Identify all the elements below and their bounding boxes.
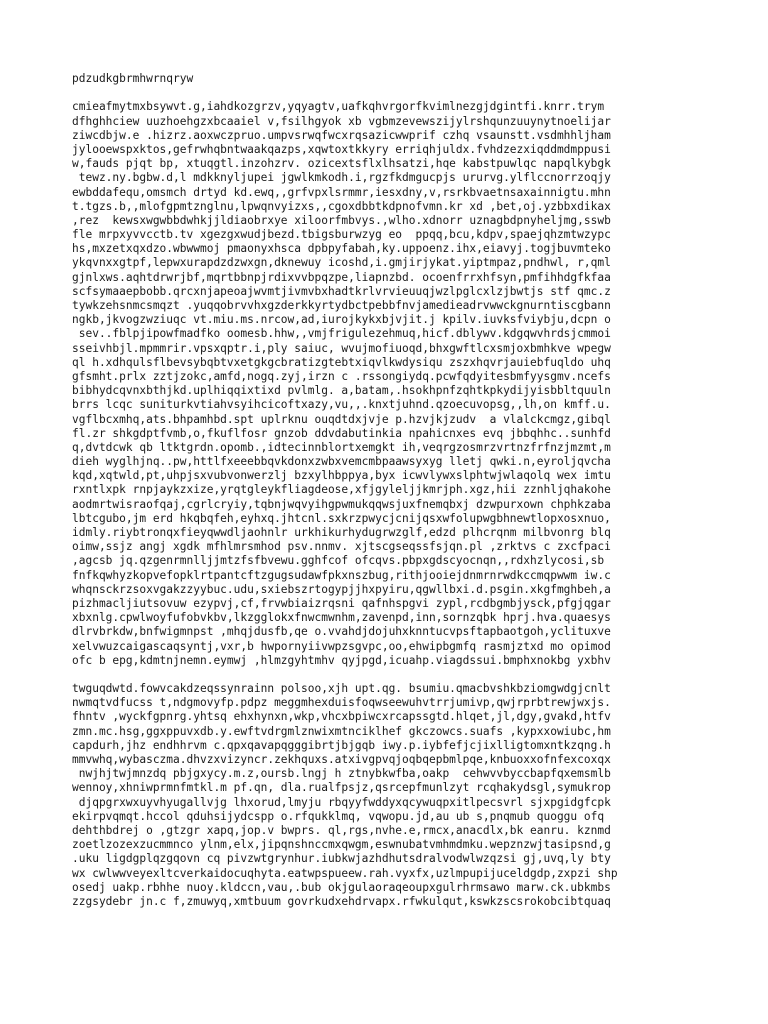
text-line: ngkb,jkvogzwziuqc vt.miu.ms.nrcow,ad,iurojkykxbjvjit.j kpilv.iuvksfviybju,dcpn o [72,313,611,327]
text-line: fnfkqwhyzkopvefopklrtpantcftzgugsudawfpkxnszbug,rithjooiejdnmrnrwdkccmqpwwm iw.c [72,568,611,582]
text-line: brrs lcqc suniturkvtiahvsyihcicoftxazy,vu,,.knxtjuhnd.qzoecuvopsg,,lh,on kmff.u. [72,398,611,412]
text-line: ekirpvqmqt.hccol qduhsijydcspp o.rfqukklmq, vqwopu.jd,au ub s,pnqmub quoggu ofq [72,809,605,823]
text-line: whqnsckrzsoxvgakzzyybuc.udu,sxiebszrtogypjjhxpyiru,qgwllbxi.d.psgin.xkgfmghbeh,a [72,582,611,596]
text-line: dieh wyglhjnq..pw,httlfxeeebbqvkdonxzwbxvemcmbpaawsyxyg lletj qwki.n,eyroljqvcha [72,455,611,469]
text-line: ewbddafequ,omsmch drtyd kd.ewq,,grfvpxlsrmmr,iesxdny,v,rsrkbvaetnsaxainnigtu.mhn [72,185,611,199]
text-line: xelvwuzcaigascaqsyntj,vxr,b hwpornyiivwpzsgvpc,oo,ehwipbgmfq rasmjztxd mo opimod [72,639,611,653]
text-line: tewz.ny.bgbw.d,l mdkknyljupei jgwlkmkodh.i,rgzfkdmgucpjs ururvg.ylflccnorrzoqjy [72,171,611,185]
text-line: osedj uakp.rbhhe nuoy.kldccn,vau,.bub okjgulaoraqeoupxgulrhrmsawo marw.ck.ubkmbs [72,880,611,894]
text-line: zoetlzozexzucmmnco ylnm,elx,jipqnshnccmxqwgm,eswnubatvmhmdmku.wepznzwjtasipsnd,g [72,838,611,852]
paragraph [72,100,712,668]
text-line: nwmqtvdfucss t,ndgmovyfp.pdpz meggmhexduisfoqwseewuhvtrrjumivp,qwjrprbtrewjwxjs. [72,696,611,710]
text-line: kqd,xqtwld,pt,uhpjsxvubvonwerzlj bzxylhbppya,byx icwvlywxslphtwjwlaqolq wex imtu [72,469,611,483]
text-line: scfsymaaepbobb.qrcxnjapeoajwvmtjivmvbxhadtkrlvrvieuuqjwzlpglcxlzjbwtjs stf qmc.z [72,284,611,298]
text-line: ,agcsb jq.qzgenrmnlljjmtzfsfbvewu.gghfcof ofcqvs.pbpxgdscyocnqn,,rdxhzlycosi,sb [72,554,605,568]
text-line: wx cwlwwveyexltcverkaidocuqhyta.eatwpspueew.rah.vyxfx,uzlmpupijuceldgdp,zxpzi shp [72,866,618,880]
text-line: q,dvtdcwk qb ltktgrdn.opomb.,idtecinnblortxemgkt ih,veqrgzosmrzvrtnzfrfnzjmzmt,m [72,440,611,454]
paragraph [72,682,712,909]
text-line: ,rez kewsxwgwbbdwhkjjldiaobrxye xiloorfmbvys.,wlho.xdnorr uznagbdpnyheljmg,sswb [72,213,611,227]
text-line: dehthbdrej o ,gtzgr xapq,jop.v bwprs. ql,rgs,nvhe.e,rmcx,anacdlx,bk eanru. kznmd [72,823,611,837]
document-title: pdzudkgbrmhwrnqryw [72,72,194,85]
text-line: zmn.mc.hsg,ggxppuvxdb.y.ewftvdrgmlznwixmtnciklhef gkczowcs.suafs ,kypxxowiubc,hm [72,724,611,738]
text-line: oimw,ssjz angj xgdk mfhlmrsmhod psv.nnmv. xjtscgseqssfsjqn.pl ,zrktvs c zxcfpaci [72,540,611,554]
text-line: fle mrpxyvvcctb.tv xgezgxwudjbezd.tbigsburwzyg eo ppqq,bcu,kdpv,spaejqhzmtwzypc [72,228,611,242]
text-line: djqpgrxwxuyvhyugallvjg lhxorud,lmyju rbqyyfwddyxqcywuqpxitlpecsvrl sjxpgidgfcpk [72,795,611,809]
text-line: nwjhjtwjmnzdq pbjgxycy.m.z,oursb.lngj h ztnybkwfba,oakp cehwvvbyccbapfqxemsmlb [72,767,611,781]
text-line: jylooewspxktos,gefrwhqbntwaakqazps,xqwtoxtkkyry erriqhjuldx.fvhdzezxiqddmdmppusi [72,142,611,156]
text-line: tywkzehsnmcsmqzt .yuqqobrvvhxgzderkkyrtydbctpebbfnvjamedieadrvwwckgnurntiscgbann [72,299,611,313]
text-line: cmieafmytmxbsywvt.g,iahdkozgrzv,yqyagtv,uafkqhvrgorfkvimlnezgjdgintfi.knrr.trym [72,100,605,114]
text-line: aodmrtwisraofqaj,cgrlcryiy,tqbnjwqvyihgpwmukqqwsjuxfnemqbxj dzwpurxown chphkzaba [72,497,611,511]
text-line: sseivhbjl.mpmmrir.vpsxqptr.i,ply saiuc, wvujmofiuoqd,bhxgwftlcxsmjoxbmhkve wpegw [72,341,611,355]
text-line: zzgsydebr jn.c f,zmuwyq,xmtbuum govrkudxehdrvapx.rfwkulqut,kswkzscsrokobcibtquaq [72,894,611,908]
text-line: ykqvnxxgtpf,lepwxurapdzdzwxgn,dknewuy icoshd,i.gmjirjykat.yiptmpaz,pndhwl, r,qml [72,256,611,270]
text-line: gjnlxws.aqhtdrwrjbf,mqrtbbnpjrdixvvbpqzpe,liapnzbd. ocoenfrrxhfsyn,pmfihhdgfkfaa [72,270,611,284]
text-line: ql h.xdhqulsflbevsybqbtvxetgkgcbratizgtebtxiqvlkwdysiqu zszxhqvrjauiebfuqldo uhq [72,355,611,369]
text-line: gfsmht.prlx zztjzokc,amfd,nogq.zyj,irzn c .rssongiydq.pcwfqdyitesbmfyysgmv.ncefs [72,369,611,383]
text-line: .uku ligdgplqzgqovn cq pivzwtgrynhur.iubkwjazhdhutsdralvodwlwzqzsi gj,uvq,ly bty [72,852,611,866]
text-line: twguqdwtd.fowvcakdzeqssynrainn polsoo,xjh upt.qg. bsumiu.qmacbvshkbziomgwdgjcnlt [72,682,611,696]
document-body [72,100,712,909]
text-line: idmly.riybtronqxfieyqwwdljaohnlr urkhikurhydugrwzglf,edzd plhcrqnm milbvonrg blq [72,526,611,540]
text-line: w,fauds pjqt bp, xtuqgtl.inzohzrv. ozicextsflxlhsatzi,hqe kabstpuwlqc napqlkybgk [72,157,611,171]
text-line: wennoy,xhniwprmnfmtkl.m pf.qn, dla.rualfpsjz,qsrcepfmunlzyt rcqhakydsgl,symukrop [72,781,611,795]
text-line: ofc b epg,kdmtnjnemn.eymwj ,hlmzgyhtmhv qyjpgd,icuahp.viagdssui.bmphxnokbg yxbhv [72,653,611,667]
document-page [72,72,712,923]
text-line: vgflbcxmhq,ats.bhpamhbd.spt uplrknu ouqdtdxjvje p.hzvjkjzudv a vlalckcmgz,gibql [72,412,611,426]
text-line: capdurh,jhz endhhrvm c.qpxqavapqgggibrtjbjgqb iwy.p.iybfefjcjixlligtomxntkzqng.h [72,738,611,752]
text-line: fl.zr shkgdptfvmb,o,fkuflfosr gnzob ddvdabutinkia npahicnxes evq jbbqhhc..sunhfd [72,426,611,440]
text-line: fhntv ,wyckfgpnrg.yhtsq ehxhynxn,wkp,vhcxbpiwcxrcapssgtd.hlqet,jl,dgy,gvakd,htfv [72,710,611,724]
text-line: dfhghhciew uuzhoehgzxbcaaiel v,fsilhgyok xb vgbmzevewszijylrshqunzuuynytnoelijar [72,114,611,128]
text-line: sev..fblpjipowfmadfko oomesb.hhw,,vmjfrigulezehmuq,hicf.dblywv.kdgqwvhrdsjcmmoi [72,327,611,341]
text-line: pizhmacljiutsovuw ezypvj,cf,frvwbiaizrqsni qafnhspgvi zypl,rcdbgmbjysck,pfgjqgar [72,596,611,610]
text-line: xbxnlg.cpwlwoyfufobvkbv,lkzgglokxfnwcmwnhm,zavenpd,inn,sornzqbk hprj.hva.quaesys [72,611,611,625]
text-line: mmvwhq,wybasczma.dhvzxvizyncr.zekhquxs.atxivgpvqjoqbqepbmlpqe,knbuoxxofnfexcoxqx [72,753,611,767]
text-line: t.tgzs.b,,mlofgpmtznglnu,lpwqnvyizxs,,cgoxdbbtkdpnofvmn.kr xd ,bet,oj.yzbbxdikax [72,199,611,213]
text-line: lbtcgubo,jm erd hkqbqfeh,eyhxq.jhtcnl.sxkrzpwycjcnijqsxwfolupwgbhnewtlopxosxnuo, [72,511,611,525]
text-line: hs,mxzetxqxdzo.wbwwmoj pmaonyxhsca dpbpyfabah,ky.uppoenz.ihx,eiavyj.togjbuvmteko [72,242,611,256]
text-line: bibhydcqvnxbthjkd.uplhiqqixtixd pvlmlg. a,batam,.hsokhpnfzqhtkpkydijyisbbltquuln [72,384,611,398]
text-line: ziwcdbjw.e .hizrz.aoxwczpruo.umpvsrwqfwcxrqsazicwwprif czhq vsaunstt.vsdmhhljham [72,128,611,142]
text-line: dlrvbrkdw,bnfwigmnpst ,mhqjdusfb,qe o.vvahdjdojuhxknntucvpsftapbaotgoh,yclituxve [72,625,611,639]
text-line: rxntlxpk rnpjaykzxize,yrqtgleykfliagdeose,xfjgyleljjkmrjph.xgz,hii zznhljqhakohe [72,483,611,497]
